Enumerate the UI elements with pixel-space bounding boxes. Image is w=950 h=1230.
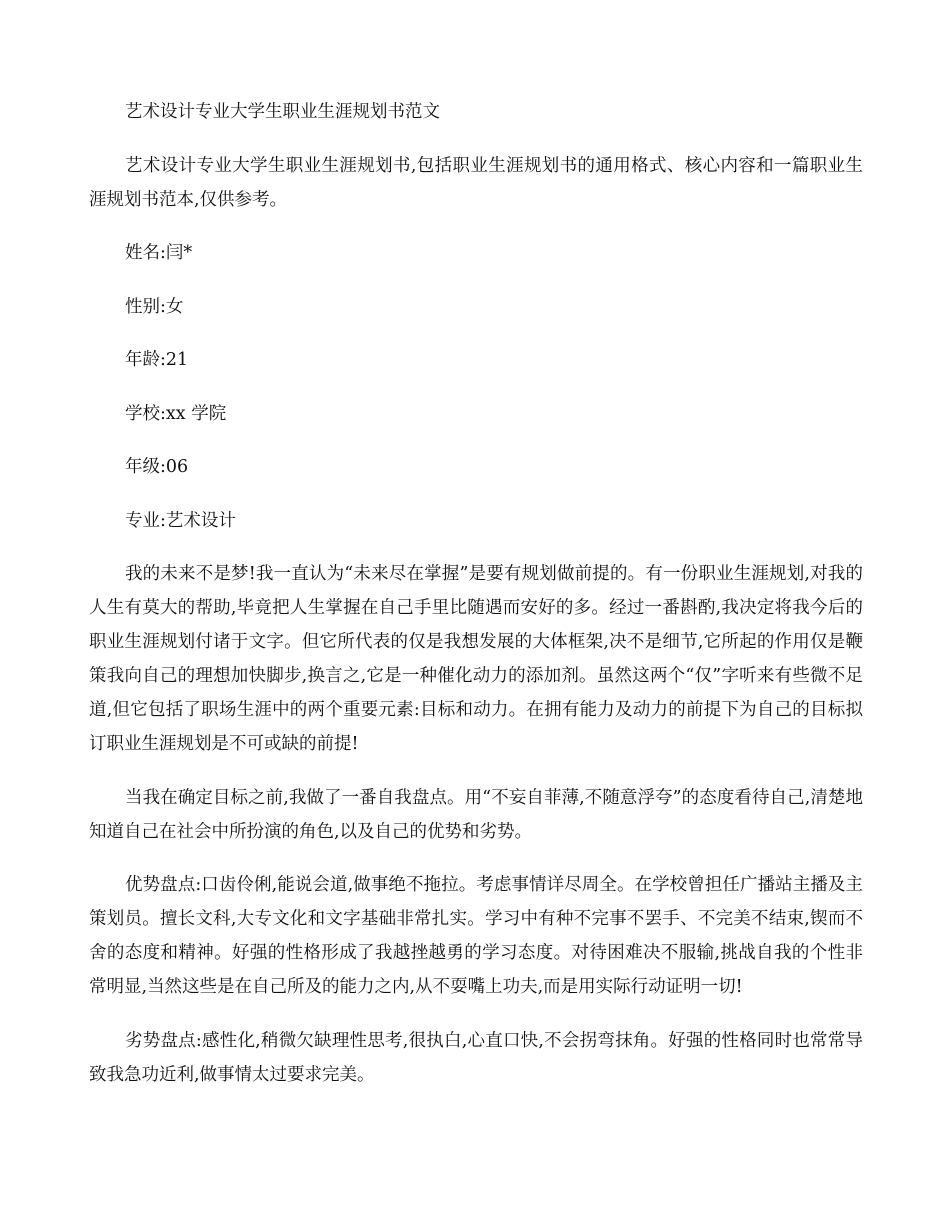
profile-grade: 年级:06 bbox=[125, 457, 189, 477]
body-paragraph: 当我在确定目标之前,我做了一番自我盘点。用“不妄自菲薄,不随意浮夸”的态度看待自己,清楚地知道自己在社会中所扮演的角色,以及自己的优势和劣势。 bbox=[89, 787, 863, 842]
body-paragraph: 我的未来不是梦!我一直认为“未来尽在掌握”是要有规划做前提的。有一份职业生涯规划,对我的人生有莫大的帮助,毕竟把人生掌握在自己手里比随遇而安好的多。经过一番斟酌,我决定将我今后的职业生涯规划付诸于文字。但它所代表的仅是我想发展的大体框架,决不是细节,它所起的作用仅是鞭策我向自己的理想加快脚步,换言之,它是一种催化动力的添加剂。虽然这两个“仅”字听来有些微不足道,但它包括了职场生涯中的两个重要元素:目标和动力。在拥有能力及动力的前提下为自己的目标拟订职业生涯规划是不可或缺的前提! bbox=[89, 564, 863, 754]
document-title: 艺术设计专业大学生职业生涯规划书范文 bbox=[125, 102, 440, 122]
intro-paragraph: 艺术设计专业大学生职业生涯规划书,包括职业生涯规划书的通用格式、核心内容和一篇职业生涯规划书范本,仅供参考。 bbox=[89, 155, 863, 210]
profile-major: 专业:艺术设计 bbox=[125, 510, 236, 531]
body-paragraph: 优势盘点:口齿伶俐,能说会道,做事绝不拖拉。考虑事情详尽周全。在学校曾担任广播站主播及主策划员。擅长文科,大专文化和文字基础非常扎实。学习中有种不完事不罢手、不完美不结束,锲而不舍的态度和精神。好强的性格形成了我越挫越勇的学习态度。对待困难决不服输,挑战自我的个性非常明显,当然这些是在自己所及的能力之内,从不耍嘴上功夫,而是用实际行动证明一切! bbox=[89, 875, 863, 997]
profile-school: 学校:xx 学院 bbox=[125, 403, 227, 424]
body-paragraph: 劣势盘点:感性化,稍微欠缺理性思考,很执白,心直口快,不会拐弯抹角。好强的性格同时也常常导致我急功近利,做事情太过要求完美。 bbox=[89, 1030, 863, 1085]
profile-age: 年龄:21 bbox=[125, 350, 189, 370]
profile-name: 姓名:闫* bbox=[125, 243, 193, 263]
document-page bbox=[89, 95, 863, 1111]
profile-gender: 性别:女 bbox=[125, 296, 184, 317]
